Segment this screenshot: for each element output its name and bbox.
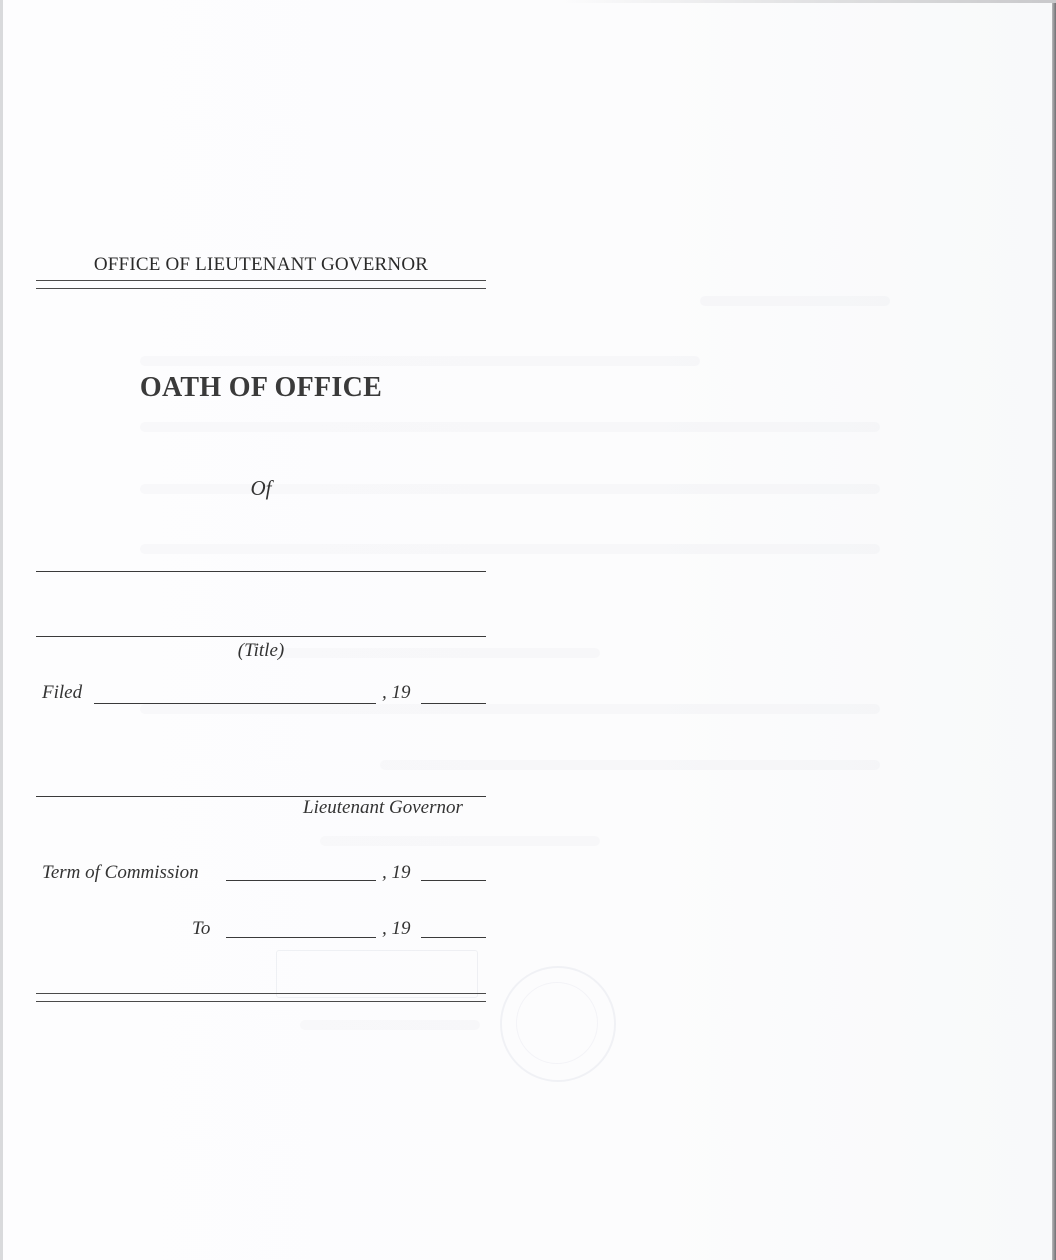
term-year-blank[interactable] <box>421 880 486 881</box>
show-through-line <box>380 760 880 770</box>
title-caption: (Title) <box>237 640 285 661</box>
office-heading: OFFICE OF LIEUTENANT GOVERNOR <box>93 254 429 275</box>
term-label: Term of Commission <box>42 862 199 883</box>
signature-caption: Lieutenant Governor <box>303 797 463 818</box>
stamp-show-through <box>276 950 478 998</box>
to-date-blank[interactable] <box>226 937 376 938</box>
show-through-line <box>140 704 880 714</box>
of-label: Of <box>250 476 272 500</box>
form-title: OATH OF OFFICE <box>139 372 383 403</box>
filed-year-prefix: , 19 <box>382 682 411 703</box>
page-edge-left <box>0 0 3 1260</box>
to-label: To <box>192 918 211 939</box>
heading-rule-bottom <box>36 288 486 289</box>
heading-rule-top <box>36 280 486 281</box>
show-through-line <box>320 836 600 846</box>
term-year-prefix: , 19 <box>382 862 411 883</box>
footer-rule-top <box>36 993 486 994</box>
seal-show-through <box>500 966 616 1082</box>
show-through-line <box>300 1020 480 1030</box>
name-blank-line[interactable] <box>36 571 486 572</box>
show-through-line <box>140 422 880 432</box>
footer-rule-bottom <box>36 1001 486 1002</box>
show-through-line <box>140 544 880 554</box>
show-through-line <box>140 356 700 366</box>
term-date-blank[interactable] <box>226 880 376 881</box>
page-edge-top <box>560 0 1056 3</box>
to-year-prefix: , 19 <box>382 918 411 939</box>
to-year-blank[interactable] <box>421 937 486 938</box>
show-through-line <box>700 296 890 306</box>
filed-year-blank[interactable] <box>421 703 486 704</box>
title-blank-line[interactable] <box>36 636 486 637</box>
filed-label: Filed <box>42 682 83 703</box>
filed-date-blank[interactable] <box>94 703 376 704</box>
page-edge-right <box>1052 0 1056 1260</box>
